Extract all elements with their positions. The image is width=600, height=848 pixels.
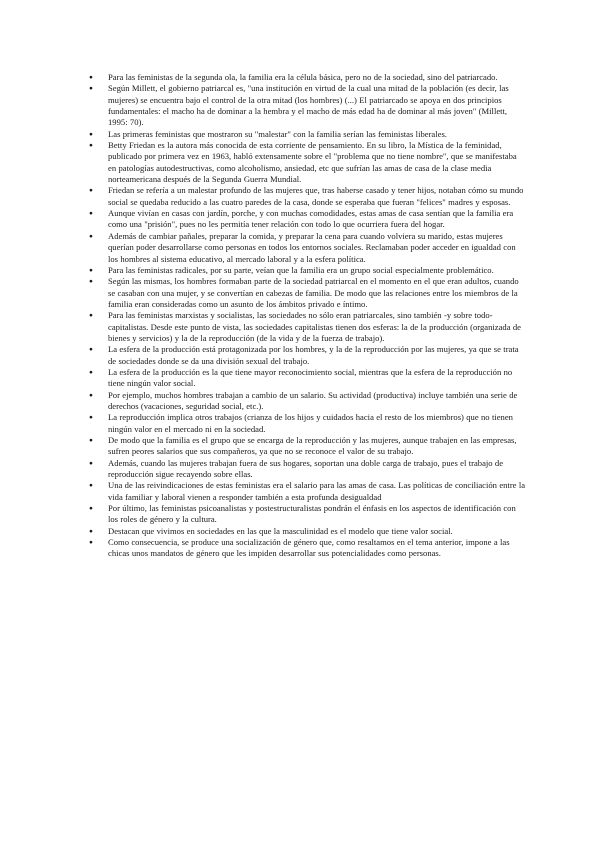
bullet-item: ● Destacan que vivimos en sociedades en las que la masculinidad es el modelo que tiene valor social. — [108, 526, 526, 537]
bullet-item: ● Según las mismas, los hombres formaban parte de la sociedad patriarcal en el momento en el que eran adultos, cuando se casaban con una mujer, y se convertían en cabezas de familia. De modo que las relaciones entre los miembros de la familia eran consideradas como un asunto de los ámbitos privado e íntimo. — [108, 276, 526, 310]
bullet-item: ● Aunque vivían en casas con jardín, porche, y con muchas comodidades, estas amas de casa sentían que la familia era como una "prisión", pues no les permitía tener relación con todo lo que ocurriera fuera del hogar. — [108, 208, 526, 231]
bullet-item: ● Para las feministas de la segunda ola, la familia era la célula básica, pero no de la sociedad, sino del patriarcado. — [108, 72, 526, 83]
bullet-item: ● Friedan se refería a un malestar profundo de las mujeres que, tras haberse casado y tener hijos, notaban cómo su mundo social se quedaba reducido a las cuatro paredes de la casa, donde se esperaba que fueran "felices" madres y esposas. — [108, 185, 526, 208]
bullet-item: ● La esfera de la producción es la que tiene mayor reconocimiento social, mientras que la esfera de la reproducción no tiene ningún valor social. — [108, 367, 526, 390]
bullet-item: ● Según Millett, el gobierno patriarcal es, "una institución en virtud de la cual una mitad de la población (es decir, las mujeres) se encuentra bajo el control de la otra mitad (los hombres) (...) El patriarcado se apoya en dos principios fundamentales: el macho ha de dominar a la hembra y el macho de más edad ha de dominar al más joven" (Millett, 1995: 70). — [108, 83, 526, 128]
bullet-item: ● Además, cuando las mujeres trabajan fuera de sus hogares, soportan una doble carga de trabajo, pues el trabajo de reproducción sigue recayendo sobre ellas. — [108, 458, 526, 481]
bullet-item: ● La reproducción implica otros trabajos (crianza de los hijos y cuidados hacia el resto de los miembros) que no tienen ningún valor en el mercado ni en la sociedad. — [108, 412, 526, 435]
bullet-item: ● Betty Friedan es la autora más conocida de esta corriente de pensamiento. En su libro, la Mística de la feminidad, publicado por primera vez en 1963, habló extensamente sobre el "problema que no tiene nombre", que se manifestaba en patologías autodestructivas, como alcoholismo, ansiedad, etc que sufrían las amas de casa de la clase media norteamericana después de la Segunda Guerra Mundial. — [108, 140, 526, 185]
bullet-item: ● Además de cambiar pañales, preparar la comida, y preparar la cena para cuando volviera su marido, estas mujeres querían poder desarrollarse como personas en todos los entornos sociales. Reclamaban poder acceder en igualdad con los hombres al sistema educativo, al mercado laboral y a la esfera política. — [108, 231, 526, 265]
bullet-item: ● Una de las reivindicaciones de estas feministas era el salario para las amas de casa. Las políticas de conciliación entre la vida familiar y laboral vienen a responder también a esta profunda desigualdad — [108, 480, 526, 503]
bullet-item: ● Las primeras feministas que mostraron su "malestar" con la familia serían las feministas liberales. — [108, 129, 526, 140]
bullet-item: ● Para las feministas marxistas y socialistas, las sociedades no sólo eran patriarcales, sino también -y sobre todo- capitalistas. Desde este punto de vista, las sociedades capitalistas tienen dos esferas: la de la producción (organizada de bienes y servicios) y la de la reproducción (de la vida y de la fuerza de trabajo). — [108, 310, 526, 344]
bullet-list — [108, 72, 526, 560]
bullet-item: ● La esfera de la producción está protagonizada por los hombres, y la de la reproducción por las mujeres, ya que se trata de sociedades donde se da una división sexual del trabajo. — [108, 344, 526, 367]
bullet-item: ● De modo que la familia es el grupo que se encarga de la reproducción y las mujeres, aunque trabajen en las empresas, sufren peores salarios que sus compañeros, ya que no se reconoce el valor de su trabajo. — [108, 435, 526, 458]
bullet-item: ● Para las feministas radicales, por su parte, veían que la familia era un grupo social especialmente problemático. — [108, 265, 526, 276]
bullet-item: ● Por ejemplo, muchos hombres trabajan a cambio de un salario. Su actividad (productiva) incluye también una serie de derechos (vacaciones, seguridad social, etc.). — [108, 390, 526, 413]
bullet-item: ● Como consecuencia, se produce una socialización de género que, como resaltamos en el tema anterior, impone a las chicas unos mandatos de género que les impiden desarrollar sus potencialidades como personas. — [108, 537, 526, 560]
bullet-item: ● Por último, las feministas psicoanalistas y postestructuralistas pondrán el énfasis en los aspectos de identificación con los roles de género y la cultura. — [108, 503, 526, 526]
